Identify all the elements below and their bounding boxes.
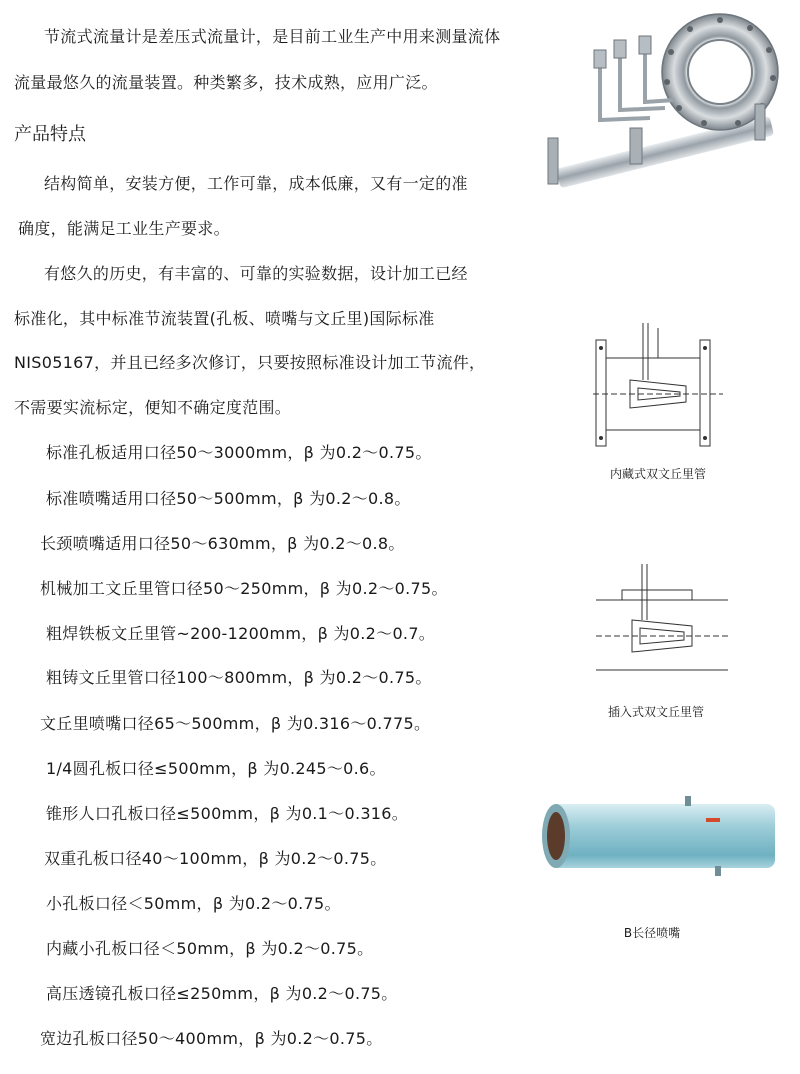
long-radius-nozzle-image (540, 792, 780, 882)
intro-line-1: 节流式流量计是差压式流量计，是目前工业生产中用来测量流体 (44, 27, 501, 46)
spec-item: 锥形人口孔板口径≤500mm，β 为0.1～0.316。 (46, 804, 409, 823)
spec-item: 粗铸文丘里管口径100～800mm，β 为0.2～0.75。 (46, 668, 432, 687)
built-in-double-venturi-drawing (588, 318, 728, 458)
feature-para1-line2: 确度，能满足工业生产要求。 (18, 219, 230, 238)
spec-item: 宽边孔板口径50～400mm，β 为0.2～0.75。 (40, 1029, 383, 1048)
feature-para2-line4: 不需要实流标定，便知不确定度范围。 (14, 398, 292, 417)
spec-item: 长颈喷嘴适用口径50～630mm，β 为0.2～0.8。 (40, 534, 405, 553)
spec-item: 内藏小孔板口径＜50mm，β 为0.2～0.75。 (46, 939, 374, 958)
feature-para2-line2: 标准化，其中标准节流装置(孔板、喷嘴与文丘里)国际标准 (14, 309, 435, 328)
spec-item: 双重孔板口径40～100mm，β 为0.2～0.75。 (44, 849, 387, 868)
feature-para1-line1: 结构简单，安装方便，工作可靠，成本低廉，又有一定的准 (44, 174, 468, 193)
insertion-double-venturi-drawing (592, 560, 732, 680)
section-heading-features: 产品特点 (14, 124, 86, 145)
spec-item: 小孔板口径＜50mm，β 为0.2～0.75。 (46, 894, 341, 913)
spec-item: 粗焊铁板文丘里管~200-1200mm，β 为0.2～0.7。 (46, 624, 436, 643)
spec-item: 高压透镜孔板口径≤250mm，β 为0.2～0.75。 (46, 984, 398, 1003)
figure-caption: B长径喷嘴 (623, 926, 681, 940)
spec-item: 文丘里喷嘴口径65～500mm，β 为0.316～0.775。 (40, 714, 431, 733)
spec-item: 1/4圆孔板口径≤500mm，β 为0.245～0.6。 (46, 759, 386, 778)
feature-para2-line1: 有悠久的历史，有丰富的、可靠的实验数据，设计加工已经 (44, 264, 468, 283)
spec-item: 机械加工文丘里管口径50～250mm，β 为0.2～0.75。 (40, 579, 448, 598)
orifice-flowmeter-image (540, 10, 790, 190)
figure-caption: 插入式双文丘里管 (607, 705, 704, 719)
spec-item: 标准孔板适用口径50～3000mm，β 为0.2～0.75。 (46, 443, 432, 462)
spec-item: 标准喷嘴适用口径50～500mm，β 为0.2～0.8。 (46, 489, 411, 508)
figure-caption: 内藏式双文丘里管 (609, 467, 706, 481)
intro-line-2: 流量最悠久的流量装置。种类繁多，技术成熟，应用广泛。 (14, 73, 438, 92)
feature-para2-line3: NIS05167，并且已经多次修订，只要按照标准设计加工节流件， (14, 353, 486, 372)
